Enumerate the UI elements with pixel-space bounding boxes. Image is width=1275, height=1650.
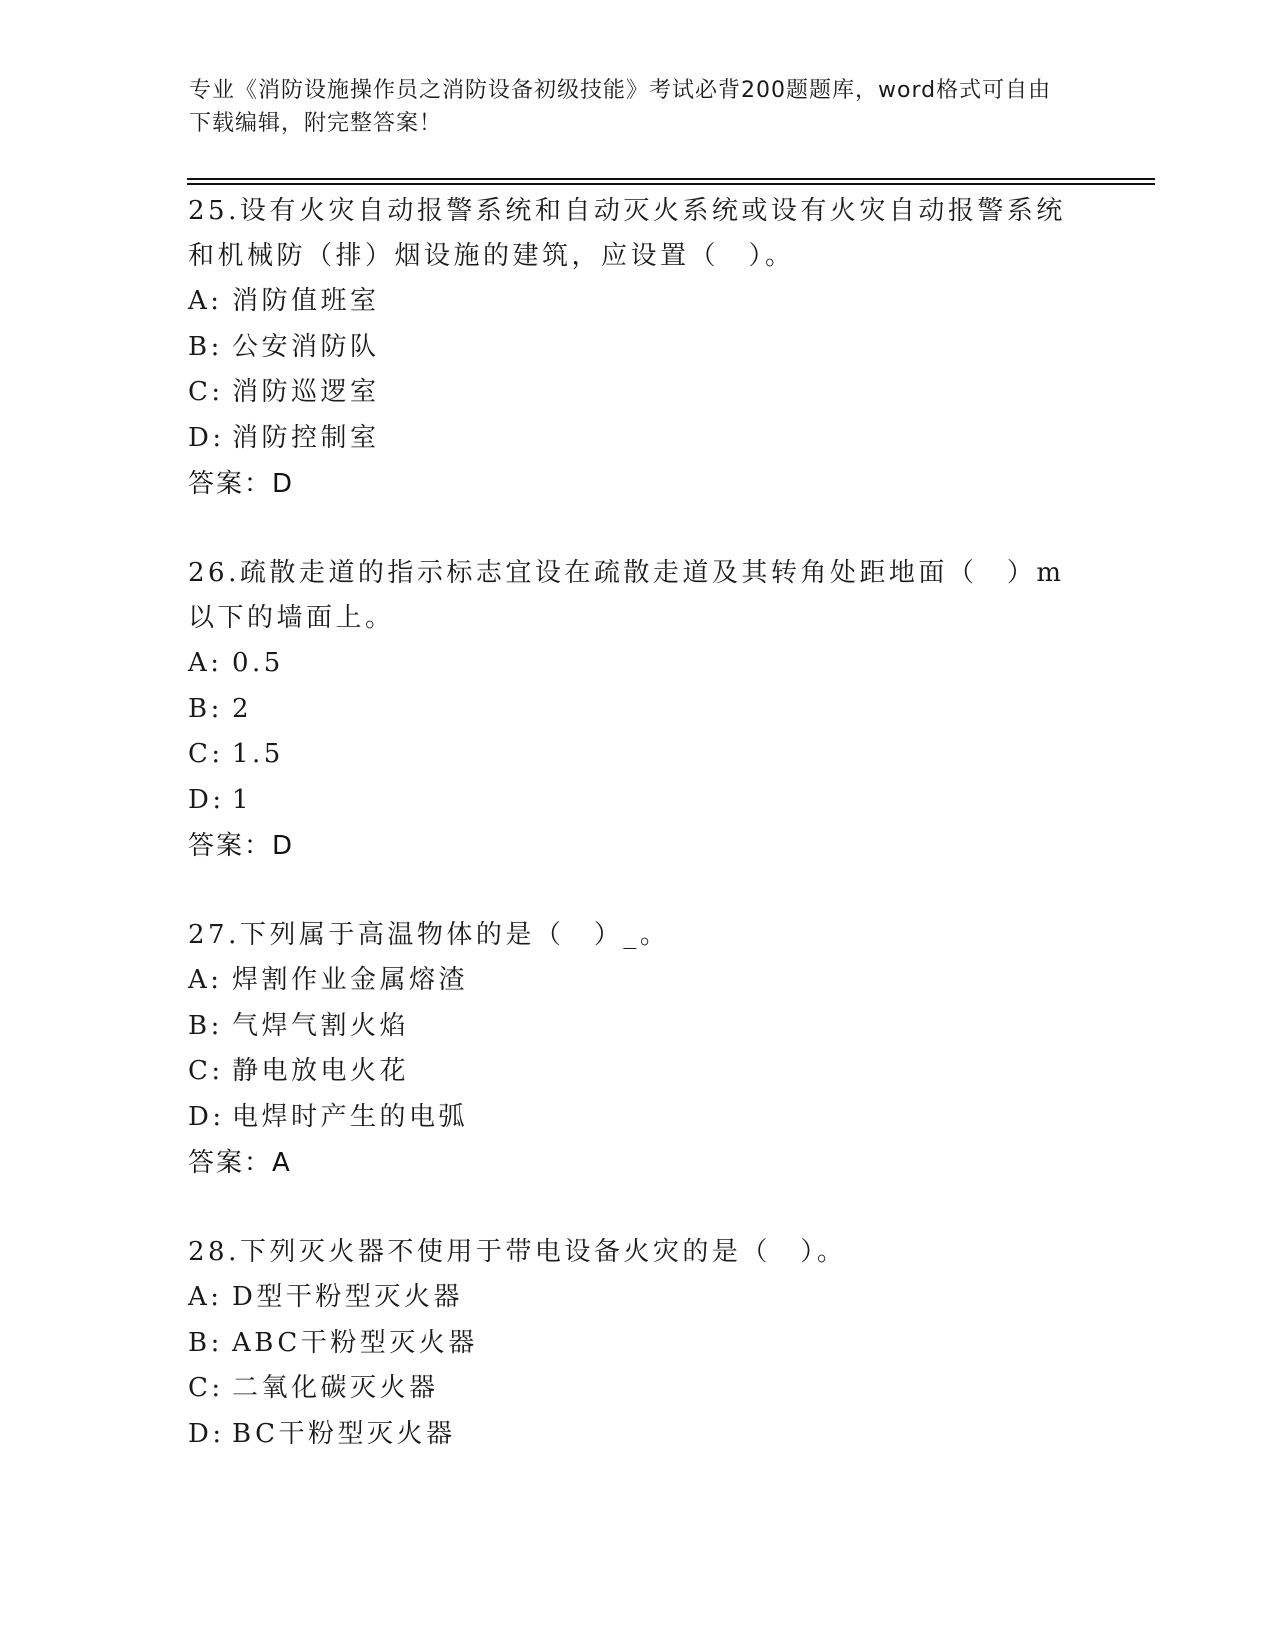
question-27 (188, 913, 1088, 1186)
option-text: 气焊气割火焰 (232, 1010, 410, 1041)
question-26 (188, 551, 1088, 869)
option-text: 电焊时产生的电弧 (232, 1101, 469, 1132)
option-letter: D: (188, 1418, 225, 1449)
question-25 (188, 189, 1088, 507)
option-text: 消防控制室 (232, 422, 380, 453)
option-a (188, 279, 1088, 325)
question-stem: 26.疏散走道的指示标志宜设在疏散走道及其转角处距地面（ ）m以下的墙面上。 (188, 558, 1065, 633)
option-c (188, 1366, 1088, 1412)
question-stem: 27.下列属于高温物体的是（ ）_。 (188, 920, 670, 950)
option-letter: A: (188, 648, 223, 678)
option-text: 焊割作业金属熔渣 (232, 965, 469, 995)
answer-line: 答案：A (188, 1148, 292, 1178)
option-letter: A: (188, 1282, 223, 1312)
option-text: BC干粉型灭火器 (232, 1418, 456, 1449)
option-letter: B: (188, 693, 223, 724)
option-text: ABC干粉型灭火器 (232, 1327, 478, 1358)
option-d (188, 1412, 1088, 1458)
option-letter: B: (188, 1010, 223, 1041)
option-text: 消防巡逻室 (232, 377, 380, 407)
option-b (188, 325, 1088, 371)
option-letter: C: (188, 1373, 224, 1403)
option-text: 二氧化碳灭火器 (232, 1373, 439, 1403)
option-d (188, 1095, 1088, 1141)
option-letter: C: (188, 739, 224, 769)
option-letter: B: (188, 331, 223, 362)
option-text: 公安消防队 (232, 331, 380, 362)
header-divider-top (187, 178, 1155, 180)
option-text: 2 (232, 693, 253, 724)
option-a (188, 641, 1088, 687)
option-text: 0.5 (232, 648, 284, 678)
option-letter: D: (188, 784, 225, 815)
option-letter: D: (188, 1101, 225, 1132)
header-divider-bottom (187, 183, 1155, 185)
option-letter: B: (188, 1327, 223, 1358)
option-c (188, 1049, 1088, 1095)
option-letter: A: (188, 286, 223, 316)
option-d (188, 416, 1088, 462)
question-list (188, 189, 1088, 1501)
option-c (188, 732, 1088, 778)
option-text: 1 (232, 784, 253, 815)
option-b (188, 1004, 1088, 1050)
option-b (188, 687, 1088, 733)
option-text: 消防值班室 (232, 286, 380, 316)
option-d (188, 778, 1088, 824)
option-text: 1.5 (232, 739, 284, 769)
option-text: D型干粉型灭火器 (232, 1282, 463, 1312)
option-c (188, 370, 1088, 416)
answer-line: 答案：D (188, 469, 295, 499)
question-28 (188, 1230, 1088, 1457)
option-letter: A: (188, 965, 223, 995)
option-text: 静电放电火花 (232, 1056, 410, 1086)
document-header: 专业《消防设施操作员之消防设备初级技能》考试必背200题题库，word格式可自由下载编辑，附完整答案！ (189, 78, 1052, 136)
option-letter: D: (188, 422, 225, 453)
question-stem: 28.下列灭火器不使用于带电设备火灾的是（ ）。 (188, 1237, 847, 1267)
option-a (188, 1275, 1088, 1321)
answer-line: 答案：D (188, 831, 295, 861)
option-letter: C: (188, 377, 224, 407)
option-letter: C: (188, 1056, 224, 1086)
option-a (188, 958, 1088, 1004)
option-b (188, 1321, 1088, 1367)
question-stem: 25.设有火灾自动报警系统和自动灭火系统或设有火灾自动报警系统和机械防（排）烟设施的建筑，应设置（ ）。 (188, 196, 1066, 271)
